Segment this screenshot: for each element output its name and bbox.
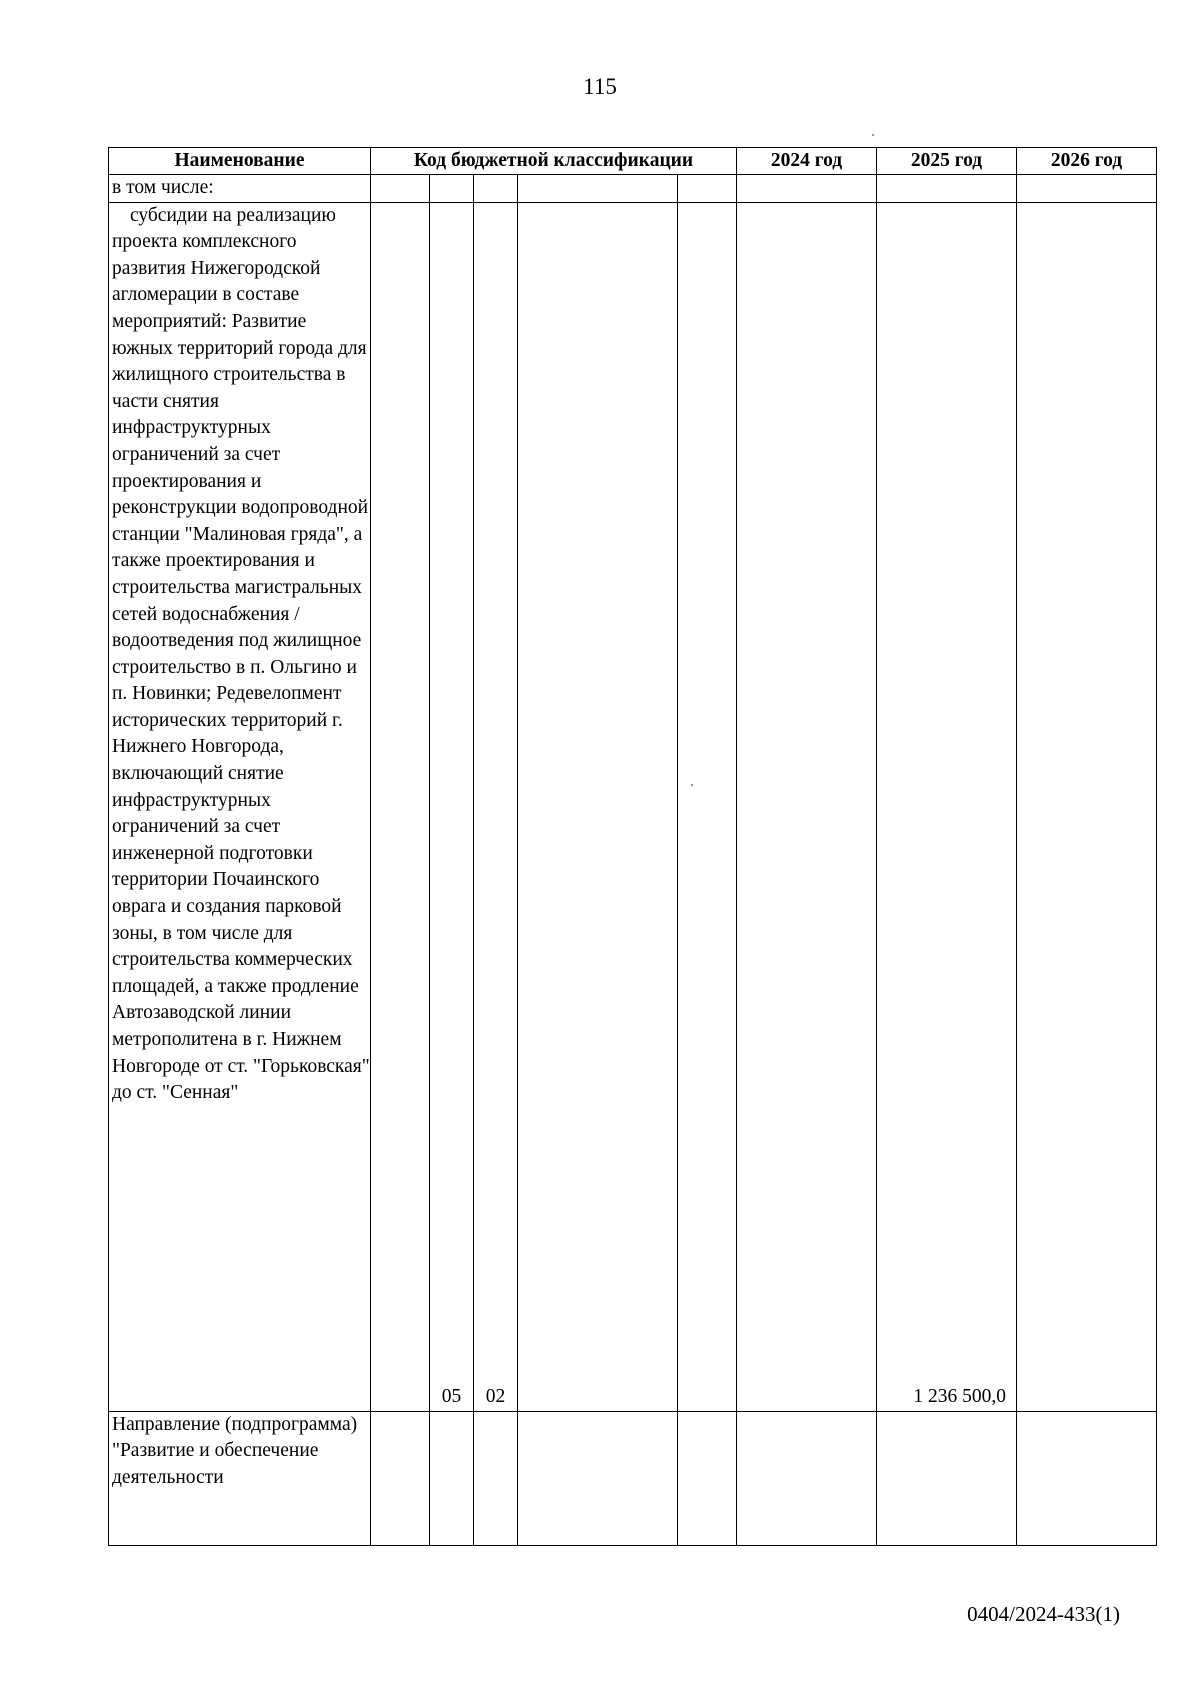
value-2025	[877, 175, 1017, 203]
code-cell	[371, 1411, 430, 1545]
code-section: 05	[430, 202, 474, 1411]
value-2026	[1017, 175, 1157, 203]
header-code: Код бюджетной классификации	[371, 148, 737, 175]
header-2024: 2024 год	[737, 148, 877, 175]
table-row	[109, 202, 1157, 1411]
row-name: в том числе:	[109, 175, 371, 203]
page-number: 115	[583, 74, 617, 99]
value-2026	[1017, 202, 1157, 1411]
header-2026: 2026 год	[1017, 148, 1157, 175]
value-2024	[737, 1411, 877, 1545]
code-cell	[678, 1411, 737, 1545]
document-code: 0404/2024-433(1)	[967, 1602, 1120, 1626]
table-row	[109, 175, 1157, 203]
code-subsection: 02	[474, 202, 518, 1411]
table-header-row	[109, 148, 1157, 175]
code-cell	[518, 202, 678, 1411]
row-name: Направление (подпрограмма) "Развитие и обеспечение деятельности	[109, 1411, 371, 1545]
code-cell	[430, 175, 474, 203]
table-row	[109, 1411, 1157, 1545]
row-name-text: субсидии на реализацию проекта комплексного развития Нижегородской агломерации в составе мероприятий: Развитие южных территорий города для жилищного строительства в части снятия инфраструктурных ограничений за счет проектирования и реконструкции водопроводной станции "Малиновая гряда", а также проектирования и строительства магистральных сетей водоснабжения / водоотведения под жилищное строительство в п. Ольгино и п. Новинки; Редевелопмент исторических территорий г. Нижнего Новгорода, включающий снятие инфраструктурных ограничений за счет инженерной подготовки территории Почаинского оврага и создания парковой зоны, в том числе для строительства коммерческих площадей, а также продление Автозаводской линии метрополитена в г. Нижнем Новгороде от ст. "Горьковская" до ст. "Сенная"	[112, 204, 370, 1104]
code-cell	[518, 175, 678, 203]
code-cell	[430, 1411, 474, 1545]
header-name: Наименование	[109, 148, 371, 175]
scan-speck	[872, 134, 874, 136]
value-2026	[1017, 1411, 1157, 1545]
value-2025	[877, 1411, 1017, 1545]
code-cell	[371, 202, 430, 1411]
code-cell	[474, 1411, 518, 1545]
budget-table	[108, 147, 1157, 1546]
code-cell	[678, 175, 737, 203]
code-cell	[518, 1411, 678, 1545]
value-2024	[737, 202, 877, 1411]
header-2025: 2025 год	[877, 148, 1017, 175]
value-2025: 1 236 500,0	[877, 202, 1017, 1411]
row-name	[109, 202, 371, 1411]
code-cell	[474, 175, 518, 203]
code-cell	[371, 175, 430, 203]
value-2024	[737, 175, 877, 203]
code-cell	[678, 202, 737, 1411]
